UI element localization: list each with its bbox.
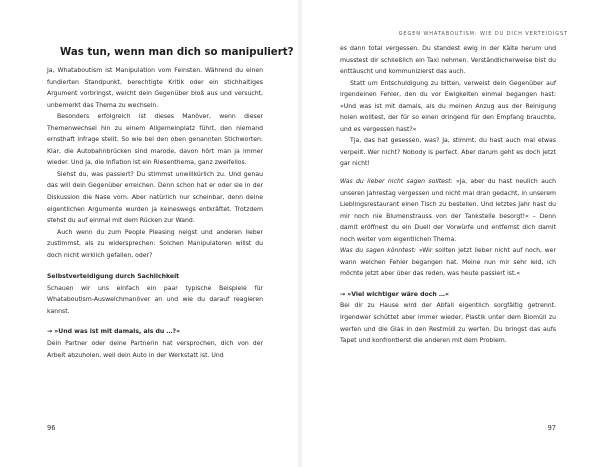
paragraph: Besonders erfolgreich ist dieses Manöver, wenn dieser Themenwechsel hin zu einem Allgemeinplatz führt, den niemand ernsthaft infrage stellt. So wie bei den oben genannten Stichworten: Klar, die Autobahnbrücken sind marode, davon hört man ja immer wieder. Und ja, die Inflation ist ein Riesenthema, ganz zweifellos. bbox=[47, 113, 263, 167]
section-heading: Was tun, wenn man dich so manipuliert? bbox=[60, 47, 294, 58]
paragraph bbox=[340, 245, 556, 280]
running-head: GEGEN WHATABOUTISM: WIE DU DICH VERTEIDIGST bbox=[398, 31, 568, 37]
paragraph: Siehst du, was passiert? Du stimmst unwillkürlich zu. Und genau das will dein Gegenüber erreichen. Denn schon hat er oder sie in der Diskussion die Nase vorn. Aber natürlich nur scheinbar, denn deine eigentlichen Argumente wurden ja keineswegs entkräftet. Trotzdem stehst du auf einmal mit dem Rücken zur Wand. bbox=[47, 170, 263, 225]
paragraph: es dann total vergessen. Du standest ewig in der Kälte herum und musstest dir schließlich ein Taxi nehmen. Verständlicherweise bist du enttäuscht und kommunizierst das auch. bbox=[340, 45, 556, 76]
paragraph: Statt um Entschuldigung zu bitten, verweist dein Gegenüber auf irgendeinen Fehler, den du vor Ewigkeiten einmal begangen hast: »Und was ist mit damals, als du meinen Anzug aus der Reinigung holen wolltest, der für so einen dringend für den Empfang brauchte, und es vergessen hast?« bbox=[340, 79, 556, 133]
paragraph: Tja, das hat gesessen, was? Ja, stimmt, du hast auch mal etwas verpeilt. Wer nicht? Nobody is perfect. Aber darum geht es doch jetzt gar nicht! bbox=[340, 137, 556, 168]
subheading: Selbstverteidigung durch Sachlichkeit bbox=[47, 273, 180, 281]
paragraph: Auch wenn du zum People Pleasing neigst und anderen lieber zustimmst, als zu widersprechen: Solchen Manipulatoren willst du doch nicht wirklich gefallen, oder? bbox=[47, 228, 263, 259]
paragraph-text: »Wir sollten jetzt lieber nicht auf noch, wer wann welchen Fehler begangen hat. Meine nun mir sehr leid, ich möchte jetzt aber über das reden, was heute passiert ist.« bbox=[340, 247, 556, 278]
left-text-column bbox=[47, 65, 263, 361]
paragraph bbox=[340, 176, 556, 245]
right-page bbox=[303, 0, 600, 467]
paragraph: Dein Partner oder deine Partnerin hat versprochen, dich von der Arbeit abzuholen, weil dein Auto in der Werkstatt ist. Und bbox=[47, 340, 263, 359]
left-page bbox=[0, 0, 297, 467]
right-text-column bbox=[340, 43, 556, 347]
page-number: 97 bbox=[547, 424, 556, 432]
paragraph-text: »Ja, aber du hast neulich auch unseren Jahrestag vergessen und nicht mal dran gedacht, in unserem Lieblingsrestaurant einen Tisch zu bestellen. Und letztes Jahr hast du mir noch nie Blumenstrauss von der Tankstelle besorgt!« – Denn damit eröffnest du ein Duell der Vorwürfe und entfernst dich damit noch weiter vom eigentlichen Thema. bbox=[340, 178, 556, 243]
paragraph: Schauen wir uns einfach ein paar typische Beispiele für Whataboutism-Ausweichmanöver an und wie du darauf reagieren kannst. bbox=[47, 284, 263, 315]
italic-lead: Was du lieber nicht sagen solltest: bbox=[340, 178, 453, 186]
paragraph: Ja, Whataboutism ist Manipulation vom Feinsten. Während du einen fundierten Standpunkt, berechtigte Kritik oder ein stichhaltiges Argument vorbringst, weicht dein Gegenüber bloß aus und versucht, unbemerkt das Thema zu wechseln. bbox=[47, 67, 263, 109]
italic-lead: Was du sagen könntest: bbox=[340, 247, 417, 255]
paragraph: Bei dir zu Hause wird der Abfall eigentlich sorgfältig getrennt. Irgendwer schüttet aber immer wieder, Plastik unter dem Biomüll zu werfen und die Glas in den Restmüll zu werfen. Du bringst das aufs Tapet und konfrontierst die anderen mit dem Problem. bbox=[340, 302, 556, 345]
example-heading: → »Und was ist mit damals, als du …?« bbox=[47, 328, 181, 336]
page-number: 96 bbox=[47, 424, 56, 432]
example-heading: → »Viel wichtiger wäre doch …« bbox=[340, 290, 449, 298]
